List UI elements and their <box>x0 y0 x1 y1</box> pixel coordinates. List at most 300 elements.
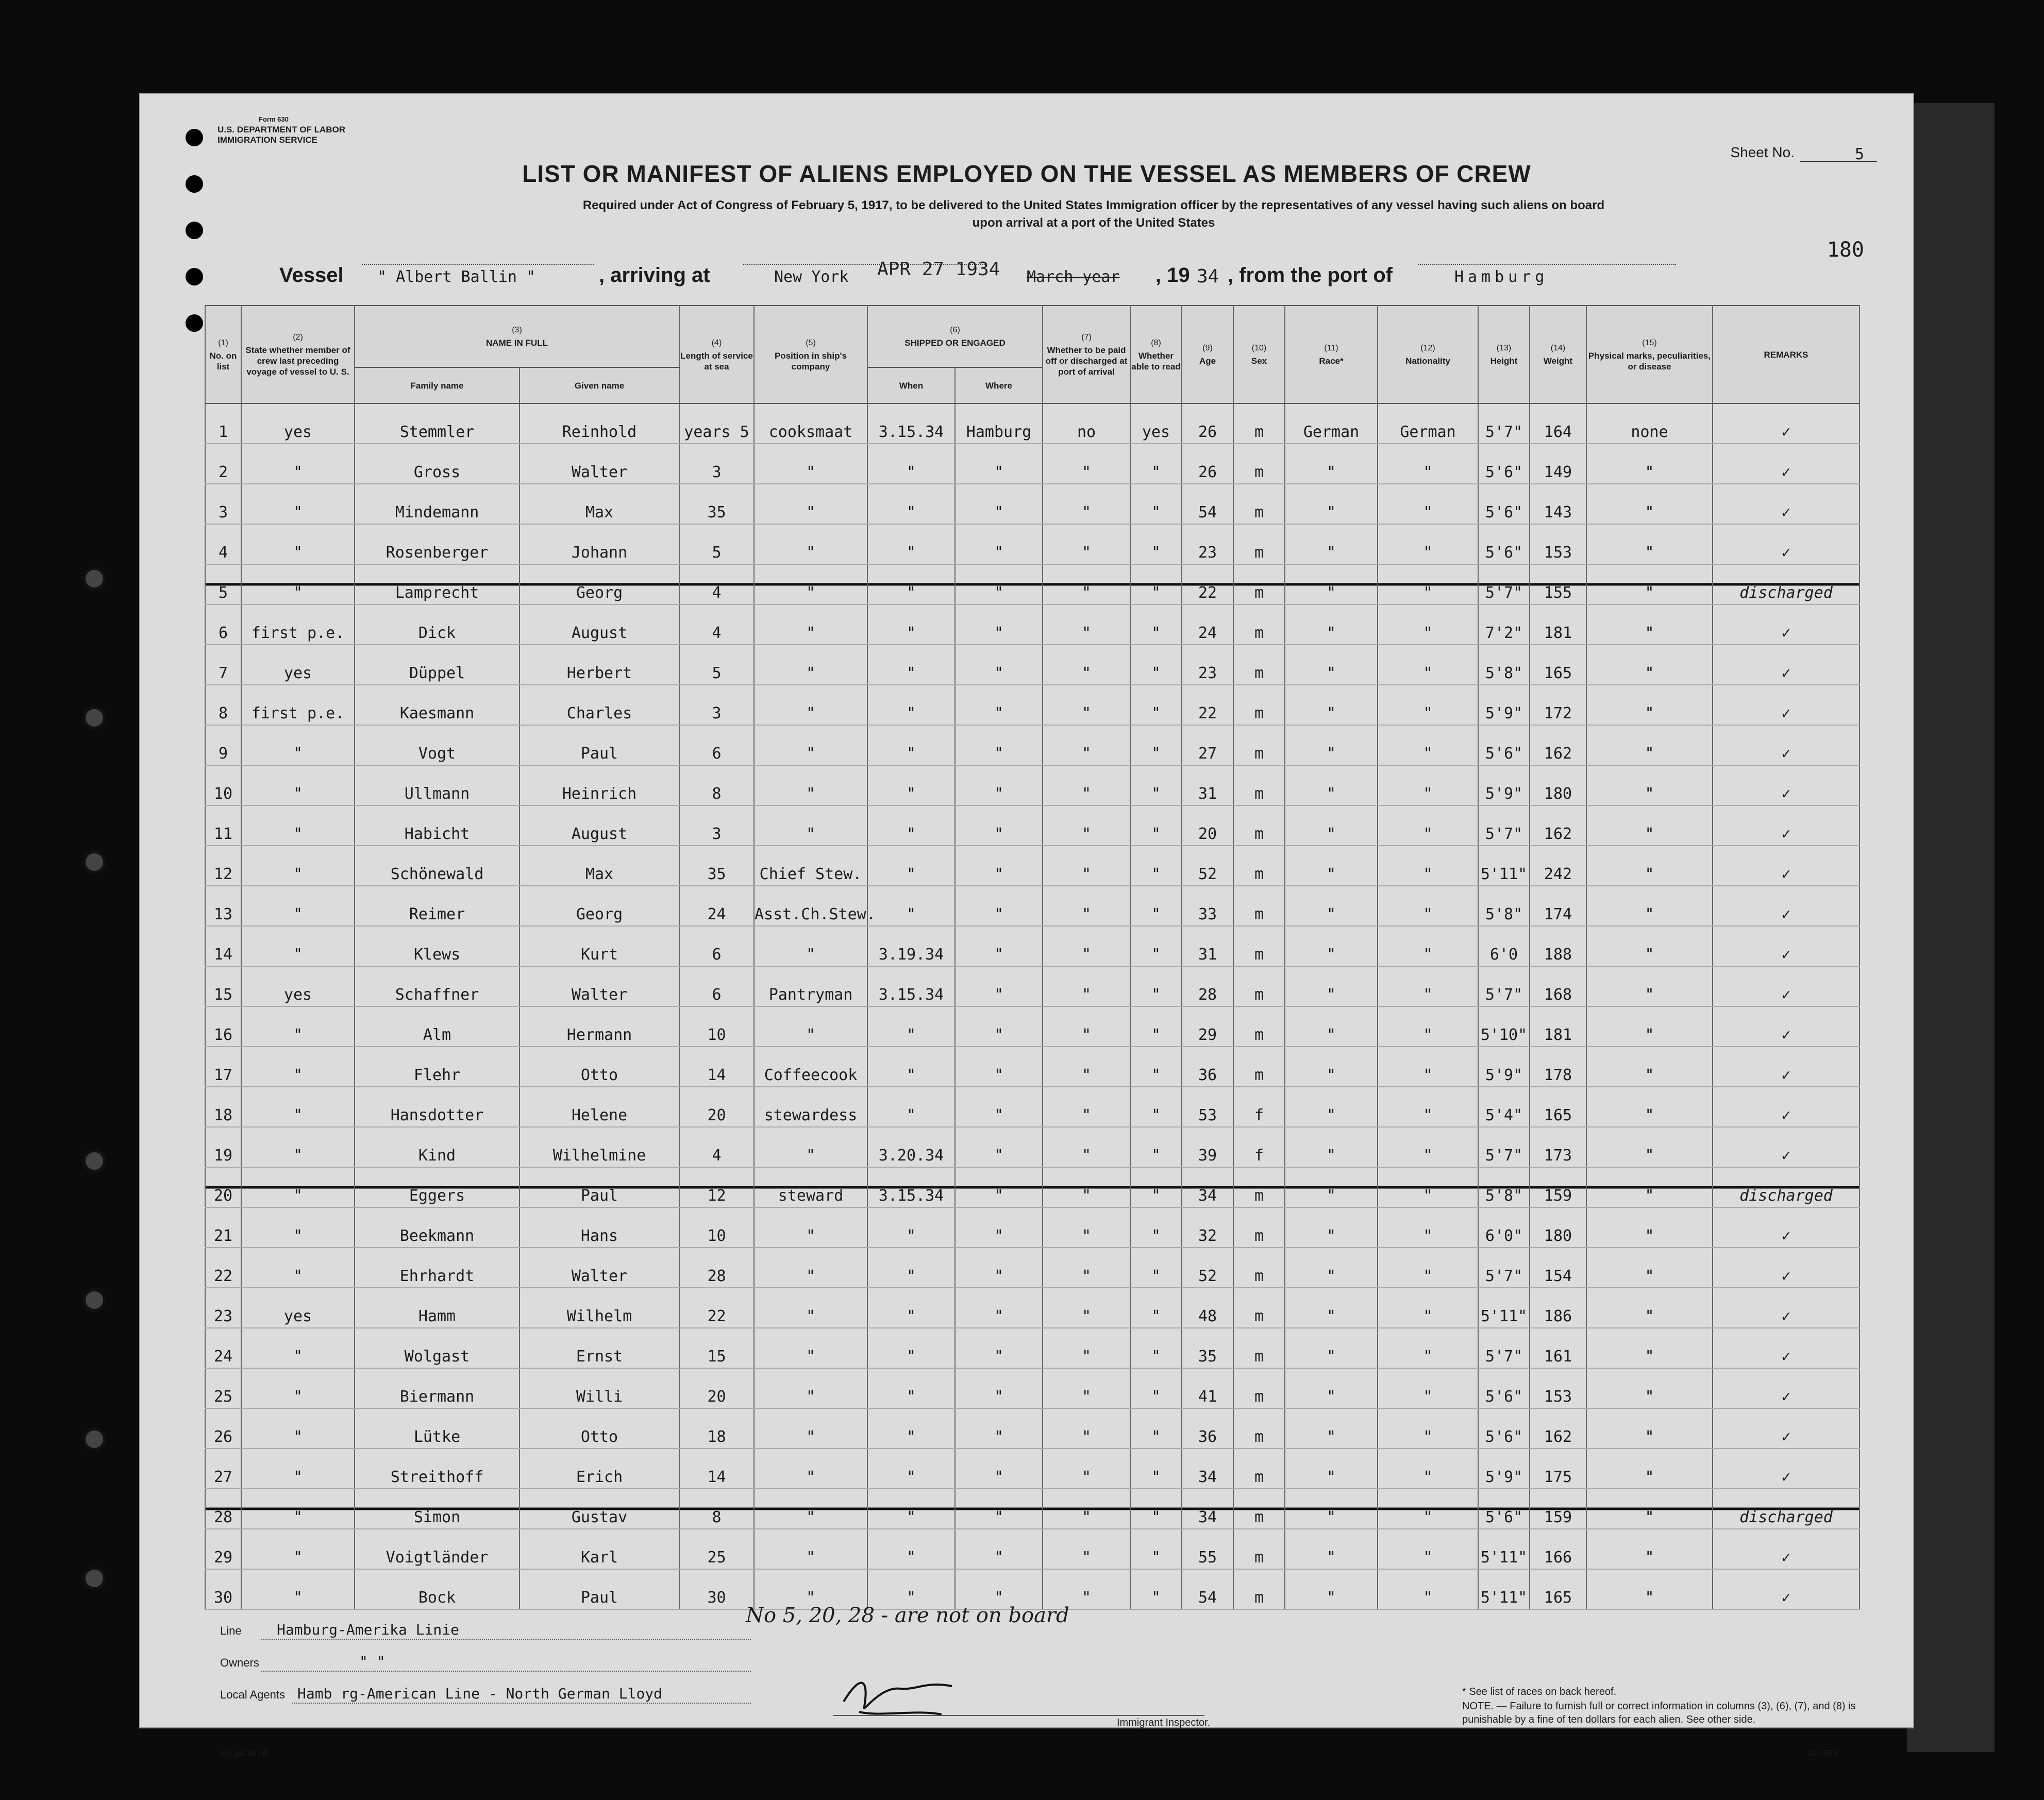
paid-off-cell: " <box>1043 926 1130 966</box>
nationality-cell: " <box>1378 725 1478 765</box>
shipped-when-cell: " <box>867 645 955 685</box>
prev-voyage-cell: yes <box>241 1288 355 1328</box>
remarks-cell: ✓ <box>1713 645 1859 685</box>
position-cell: steward <box>754 1167 867 1207</box>
family-name-cell: Rosenberger <box>355 524 520 564</box>
able-to-read-cell: " <box>1130 1047 1182 1087</box>
remarks-cell: ✓ <box>1713 1408 1859 1449</box>
position-cell: " <box>754 1489 867 1529</box>
position-cell: " <box>754 645 867 685</box>
family-name-cell: Habicht <box>355 805 520 846</box>
remarks-cell: discharged <box>1713 1167 1859 1207</box>
sex-cell: f <box>1233 1127 1285 1167</box>
age-cell: 53 <box>1182 1087 1233 1127</box>
physical-marks-cell: " <box>1586 1529 1713 1569</box>
shipped-when-cell: 3.15.34 <box>867 1167 955 1207</box>
owners-value: " " <box>359 1653 386 1670</box>
height-cell: 5'11" <box>1478 846 1530 886</box>
subtitle-line-2: upon arrival at a port of the United States <box>972 216 1215 230</box>
shipped-where-cell: " <box>955 1569 1043 1609</box>
paid-off-cell: " <box>1043 1006 1130 1047</box>
able-to-read-cell: " <box>1130 1529 1182 1569</box>
nationality-cell: " <box>1378 1248 1478 1288</box>
table-row <box>205 765 1859 805</box>
table-row <box>205 1489 1859 1529</box>
weight-cell: 172 <box>1530 685 1586 725</box>
race-cell: " <box>1285 1207 1378 1248</box>
prev-voyage-cell: yes <box>241 966 355 1006</box>
nationality-cell: " <box>1378 444 1478 484</box>
race-cell: " <box>1285 1288 1378 1328</box>
row-number-cell: 9 <box>205 725 241 765</box>
sex-cell: m <box>1233 604 1285 645</box>
remarks-cell: ✓ <box>1713 1207 1859 1248</box>
length-of-service-cell: 12 <box>679 1167 754 1207</box>
shipped-when-cell: " <box>867 1248 955 1288</box>
position-cell: Chief Stew. <box>754 846 867 886</box>
remarks-cell: ✓ <box>1713 604 1859 645</box>
given-name-cell: Paul <box>520 1167 679 1207</box>
col-header-prev-voyage: (2) State whether member of crew last preceding voyage of vessel to U. S. <box>241 306 355 403</box>
position-cell: " <box>754 1006 867 1047</box>
able-to-read-cell: " <box>1130 1408 1182 1449</box>
physical-marks-cell: " <box>1586 1408 1713 1449</box>
weight-cell: 162 <box>1530 805 1586 846</box>
remarks-cell: ✓ <box>1713 1047 1859 1087</box>
family-name-cell: Dick <box>355 604 520 645</box>
height-cell: 5'11" <box>1478 1288 1530 1328</box>
shipped-when-cell: " <box>867 564 955 604</box>
shipped-when-cell: 3.19.34 <box>867 926 955 966</box>
able-to-read-cell: " <box>1130 1368 1182 1408</box>
nationality-cell: " <box>1378 805 1478 846</box>
length-of-service-cell: 20 <box>679 1087 754 1127</box>
age-cell: 28 <box>1182 966 1233 1006</box>
nationality-cell: " <box>1378 1328 1478 1368</box>
position-cell: " <box>754 604 867 645</box>
race-cell: " <box>1285 886 1378 926</box>
sex-cell: m <box>1233 1248 1285 1288</box>
physical-marks-cell: " <box>1586 685 1713 725</box>
arriving-port: New York <box>774 268 849 286</box>
age-cell: 54 <box>1182 1569 1233 1609</box>
page-subtitle <box>372 197 1815 232</box>
row-number-cell: 10 <box>205 765 241 805</box>
length-of-service-cell: 14 <box>679 1449 754 1489</box>
handwritten-note: No 5, 20, 28 - are not on board <box>746 1604 1069 1627</box>
prev-voyage-cell: " <box>241 1408 355 1449</box>
given-name-cell: Hermann <box>520 1006 679 1047</box>
prev-voyage-cell: " <box>241 886 355 926</box>
able-to-read-cell: " <box>1130 805 1182 846</box>
remarks-cell: ✓ <box>1713 444 1859 484</box>
remarks-cell: ✓ <box>1713 1288 1859 1328</box>
paid-off-cell: " <box>1043 725 1130 765</box>
race-cell: German <box>1285 403 1378 444</box>
family-name-cell: Hansdotter <box>355 1087 520 1127</box>
row-number-cell: 30 <box>205 1569 241 1609</box>
physical-marks-cell: " <box>1586 725 1713 765</box>
col-header-nationality: (12) Nationality <box>1378 306 1478 403</box>
bottom-right-code: Sch 571 <box>1807 1749 1838 1758</box>
height-cell: 5'9" <box>1478 1047 1530 1087</box>
weight-cell: 175 <box>1530 1449 1586 1489</box>
remarks-cell: ✓ <box>1713 846 1859 886</box>
length-of-service-cell: 14 <box>679 1047 754 1087</box>
length-of-service-cell: 4 <box>679 564 754 604</box>
row-number-cell: 29 <box>205 1529 241 1569</box>
page-shadow <box>1907 103 1995 1752</box>
age-cell: 27 <box>1182 725 1233 765</box>
line-label: Line <box>220 1624 242 1637</box>
col-header-race: (11) Race* <box>1285 306 1378 403</box>
remarks-cell: ✓ <box>1713 805 1859 846</box>
shipped-when-cell: " <box>867 1087 955 1127</box>
length-of-service-cell: 5 <box>679 524 754 564</box>
height-cell: 5'4" <box>1478 1087 1530 1127</box>
height-cell: 5'7" <box>1478 1328 1530 1368</box>
given-name-cell: Kurt <box>520 926 679 966</box>
binder-ring <box>82 706 106 730</box>
age-cell: 41 <box>1182 1368 1233 1408</box>
able-to-read-cell: " <box>1130 886 1182 926</box>
shipped-where-cell: " <box>955 1288 1043 1328</box>
prev-voyage-cell: " <box>241 564 355 604</box>
given-name-cell: Hans <box>520 1207 679 1248</box>
col-header-remarks: REMARKS <box>1713 306 1859 403</box>
age-cell: 55 <box>1182 1529 1233 1569</box>
able-to-read-cell: " <box>1130 484 1182 524</box>
height-cell: 5'6" <box>1478 1368 1530 1408</box>
remarks-cell: ✓ <box>1713 926 1859 966</box>
paid-off-cell: " <box>1043 1328 1130 1368</box>
row-number-cell: 1 <box>205 403 241 444</box>
year-suffix: 34 <box>1197 266 1219 287</box>
position-cell: " <box>754 1408 867 1449</box>
nationality-cell: " <box>1378 1489 1478 1529</box>
remarks-cell: ✓ <box>1713 1368 1859 1408</box>
nationality-cell: " <box>1378 1288 1478 1328</box>
prev-voyage-cell: " <box>241 524 355 564</box>
family-name-cell: Voigtländer <box>355 1529 520 1569</box>
remarks-cell: discharged <box>1713 564 1859 604</box>
position-cell: " <box>754 685 867 725</box>
sex-cell: m <box>1233 1368 1285 1408</box>
table-row <box>205 926 1859 966</box>
sex-cell: m <box>1233 805 1285 846</box>
given-name-cell: Max <box>520 846 679 886</box>
vessel-line <box>279 259 1825 295</box>
race-cell: " <box>1285 1569 1378 1609</box>
physical-marks-cell: " <box>1586 1127 1713 1167</box>
paid-off-cell: " <box>1043 604 1130 645</box>
remarks-cell: ✓ <box>1713 765 1859 805</box>
shipped-when-cell: " <box>867 1207 955 1248</box>
inspector-label: Immigrant Inspector. <box>1117 1717 1211 1728</box>
service: IMMIGRATION SERVICE <box>217 135 317 145</box>
shipped-where-cell: " <box>955 1167 1043 1207</box>
paid-off-cell: " <box>1043 444 1130 484</box>
remarks-cell: ✓ <box>1713 725 1859 765</box>
able-to-read-cell: " <box>1130 1569 1182 1609</box>
paid-off-cell: " <box>1043 765 1130 805</box>
age-cell: 52 <box>1182 846 1233 886</box>
able-to-read-cell: " <box>1130 444 1182 484</box>
sex-cell: m <box>1233 1167 1285 1207</box>
family-name-cell: Simon <box>355 1489 520 1529</box>
age-cell: 22 <box>1182 564 1233 604</box>
shipped-where-cell: " <box>955 1006 1043 1047</box>
physical-marks-cell: " <box>1586 1087 1713 1127</box>
physical-marks-cell: " <box>1586 1167 1713 1207</box>
prev-voyage-cell: " <box>241 765 355 805</box>
nationality-cell: " <box>1378 564 1478 604</box>
row-number-cell: 13 <box>205 886 241 926</box>
shipped-when-cell: " <box>867 484 955 524</box>
able-to-read-cell: " <box>1130 846 1182 886</box>
given-name-cell: Herbert <box>520 645 679 685</box>
physical-marks-cell: " <box>1586 1248 1713 1288</box>
nationality-cell: " <box>1378 1006 1478 1047</box>
nationality-cell: " <box>1378 1569 1478 1609</box>
physical-marks-cell: " <box>1586 484 1713 524</box>
from-port-line <box>1418 264 1676 265</box>
able-to-read-cell: " <box>1130 564 1182 604</box>
shipped-when-cell: " <box>867 1529 955 1569</box>
paid-off-cell: " <box>1043 484 1130 524</box>
length-of-service-cell: 28 <box>679 1248 754 1288</box>
family-name-cell: Bock <box>355 1569 520 1609</box>
nationality-cell: " <box>1378 1127 1478 1167</box>
race-cell: " <box>1285 1408 1378 1449</box>
position-cell: " <box>754 1368 867 1408</box>
struck-date: March year <box>1027 268 1120 286</box>
length-of-service-cell: 10 <box>679 1006 754 1047</box>
weight-cell: 186 <box>1530 1288 1586 1328</box>
row-number-cell: 16 <box>205 1006 241 1047</box>
weight-cell: 165 <box>1530 645 1586 685</box>
prev-voyage-cell: " <box>241 1569 355 1609</box>
physical-marks-cell: " <box>1586 805 1713 846</box>
vessel-label: Vessel <box>279 264 344 287</box>
height-cell: 5'6" <box>1478 725 1530 765</box>
shipped-when-cell: " <box>867 1449 955 1489</box>
position-cell: " <box>754 524 867 564</box>
age-cell: 24 <box>1182 604 1233 645</box>
table-row <box>205 1288 1859 1328</box>
shipped-where-cell: " <box>955 1529 1043 1569</box>
shipped-when-cell: " <box>867 846 955 886</box>
table-row <box>205 604 1859 645</box>
age-cell: 54 <box>1182 484 1233 524</box>
prev-voyage-cell: " <box>241 1167 355 1207</box>
sex-cell: m <box>1233 1328 1285 1368</box>
remarks-cell: ✓ <box>1713 685 1859 725</box>
nationality-cell: " <box>1378 604 1478 645</box>
row-number-cell: 23 <box>205 1288 241 1328</box>
shipped-where-cell: " <box>955 1207 1043 1248</box>
col-header-marks: (15) Physical marks, peculiarities, or disease <box>1586 306 1713 403</box>
manifest-sheet <box>139 93 1914 1758</box>
race-cell: " <box>1285 1167 1378 1207</box>
table-row <box>205 1047 1859 1087</box>
paid-off-cell: " <box>1043 1529 1130 1569</box>
weight-cell: 166 <box>1530 1529 1586 1569</box>
height-cell: 5'8" <box>1478 1167 1530 1207</box>
shipped-when-cell: " <box>867 524 955 564</box>
weight-cell: 159 <box>1530 1167 1586 1207</box>
shipped-where-cell: " <box>955 1127 1043 1167</box>
height-cell: 5'11" <box>1478 1529 1530 1569</box>
race-cell: " <box>1285 765 1378 805</box>
col-header-family-name: Family name <box>355 367 520 403</box>
sex-cell: m <box>1233 846 1285 886</box>
prev-voyage-cell: first p.e. <box>241 685 355 725</box>
length-of-service-cell: 8 <box>679 1489 754 1529</box>
remarks-cell: ✓ <box>1713 403 1859 444</box>
shipped-when-cell: " <box>867 1328 955 1368</box>
family-name-cell: Kind <box>355 1127 520 1167</box>
physical-marks-cell: " <box>1586 886 1713 926</box>
race-cell: " <box>1285 524 1378 564</box>
nationality-cell: " <box>1378 484 1478 524</box>
physical-marks-cell: " <box>1586 524 1713 564</box>
physical-marks-cell: " <box>1586 1569 1713 1609</box>
age-cell: 20 <box>1182 805 1233 846</box>
age-cell: 39 <box>1182 1127 1233 1167</box>
shipped-where-cell: " <box>955 1087 1043 1127</box>
table-row <box>205 685 1859 725</box>
able-to-read-cell: " <box>1130 725 1182 765</box>
table-row <box>205 846 1859 886</box>
family-name-cell: Lütke <box>355 1408 520 1449</box>
weight-cell: 181 <box>1530 1006 1586 1047</box>
table-row <box>205 1167 1859 1207</box>
shipped-where-cell: " <box>955 886 1043 926</box>
col-header-height: (13) Height <box>1478 306 1530 403</box>
age-cell: 23 <box>1182 645 1233 685</box>
physical-marks-cell: " <box>1586 1449 1713 1489</box>
race-cell: " <box>1285 725 1378 765</box>
table-row <box>205 1248 1859 1288</box>
sex-cell: m <box>1233 1489 1285 1529</box>
shipped-when-cell: " <box>867 1569 955 1609</box>
race-cell: " <box>1285 645 1378 685</box>
nationality-cell: " <box>1378 1207 1478 1248</box>
nationality-cell: " <box>1378 926 1478 966</box>
punch-hole <box>186 175 203 193</box>
given-name-cell: Ernst <box>520 1328 679 1368</box>
weight-cell: 242 <box>1530 846 1586 886</box>
family-name-cell: Beekmann <box>355 1207 520 1248</box>
physical-marks-cell: " <box>1586 1207 1713 1248</box>
remarks-cell: ✓ <box>1713 1006 1859 1047</box>
nationality-cell: " <box>1378 524 1478 564</box>
shipped-where-cell: " <box>955 765 1043 805</box>
length-of-service-cell: 18 <box>679 1408 754 1449</box>
given-name-cell: Walter <box>520 966 679 1006</box>
nationality-cell: " <box>1378 1529 1478 1569</box>
punch-hole <box>186 129 203 146</box>
shipped-when-cell: " <box>867 805 955 846</box>
row-number-cell: 28 <box>205 1489 241 1529</box>
physical-marks-cell: " <box>1586 765 1713 805</box>
prev-voyage-cell: " <box>241 926 355 966</box>
given-name-cell: Georg <box>520 564 679 604</box>
family-name-cell: Ehrhardt <box>355 1248 520 1288</box>
height-cell: 5'8" <box>1478 886 1530 926</box>
department: U.S. DEPARTMENT OF LABOR <box>217 125 346 134</box>
prev-voyage-cell: " <box>241 1449 355 1489</box>
paid-off-cell: " <box>1043 1167 1130 1207</box>
inspector-signature <box>839 1666 962 1722</box>
sex-cell: m <box>1233 1006 1285 1047</box>
age-cell: 34 <box>1182 1449 1233 1489</box>
age-cell: 33 <box>1182 886 1233 926</box>
race-cell: " <box>1285 1529 1378 1569</box>
family-name-cell: Kaesmann <box>355 685 520 725</box>
weight-cell: 162 <box>1530 725 1586 765</box>
shipped-where-cell: " <box>955 685 1043 725</box>
position-cell: Asst.Ch.Stew. <box>754 886 867 926</box>
family-name-cell: Schaffner <box>355 966 520 1006</box>
physical-marks-cell: " <box>1586 645 1713 685</box>
race-cell: " <box>1285 1328 1378 1368</box>
family-name-cell: Stemmler <box>355 403 520 444</box>
age-cell: 48 <box>1182 1288 1233 1328</box>
length-of-service-cell: 25 <box>679 1529 754 1569</box>
paid-off-cell: " <box>1043 1288 1130 1328</box>
nationality-cell: " <box>1378 1368 1478 1408</box>
position-cell: stewardess <box>754 1087 867 1127</box>
line-underline <box>261 1639 751 1640</box>
family-name-cell: Alm <box>355 1006 520 1047</box>
race-cell: " <box>1285 926 1378 966</box>
height-cell: 5'7" <box>1478 403 1530 444</box>
shipped-when-cell: " <box>867 444 955 484</box>
owners-label: Owners <box>220 1656 259 1669</box>
arriving-label: , arriving at <box>599 264 710 287</box>
position-cell: " <box>754 564 867 604</box>
given-name-cell: Wilhelmine <box>520 1127 679 1167</box>
given-name-cell: Willi <box>520 1368 679 1408</box>
table-row <box>205 1529 1859 1569</box>
row-number-cell: 26 <box>205 1408 241 1449</box>
physical-marks-cell: " <box>1586 966 1713 1006</box>
given-name-cell: Otto <box>520 1047 679 1087</box>
table-row <box>205 805 1859 846</box>
paid-off-cell: " <box>1043 966 1130 1006</box>
shipped-where-cell: " <box>955 805 1043 846</box>
able-to-read-cell: " <box>1130 645 1182 685</box>
shipped-when-cell: " <box>867 1288 955 1328</box>
row-number-cell: 8 <box>205 685 241 725</box>
agents-value: Hamb rg-American Line - North German Lloyd <box>297 1685 663 1702</box>
subtitle-line-1: Required under Act of Congress of February 5, 1917, to be delivered to the United States Immigration officer by the representatives of any vessel having such aliens on board <box>582 198 1605 212</box>
col-header-no: (1) No. on list <box>205 306 241 403</box>
bottom-left-code: HS gal 30 nd <box>220 1749 268 1758</box>
race-note: * See list of races on back hereof. <box>1462 1686 1617 1697</box>
table-row <box>205 886 1859 926</box>
nationality-cell: " <box>1378 886 1478 926</box>
paid-off-cell: " <box>1043 1207 1130 1248</box>
position-cell: Pantryman <box>754 966 867 1006</box>
nationality-cell: German <box>1378 403 1478 444</box>
given-name-cell: Helene <box>520 1087 679 1127</box>
paid-off-cell: no <box>1043 403 1130 444</box>
able-to-read-cell: " <box>1130 1328 1182 1368</box>
given-name-cell: Gustav <box>520 1489 679 1529</box>
